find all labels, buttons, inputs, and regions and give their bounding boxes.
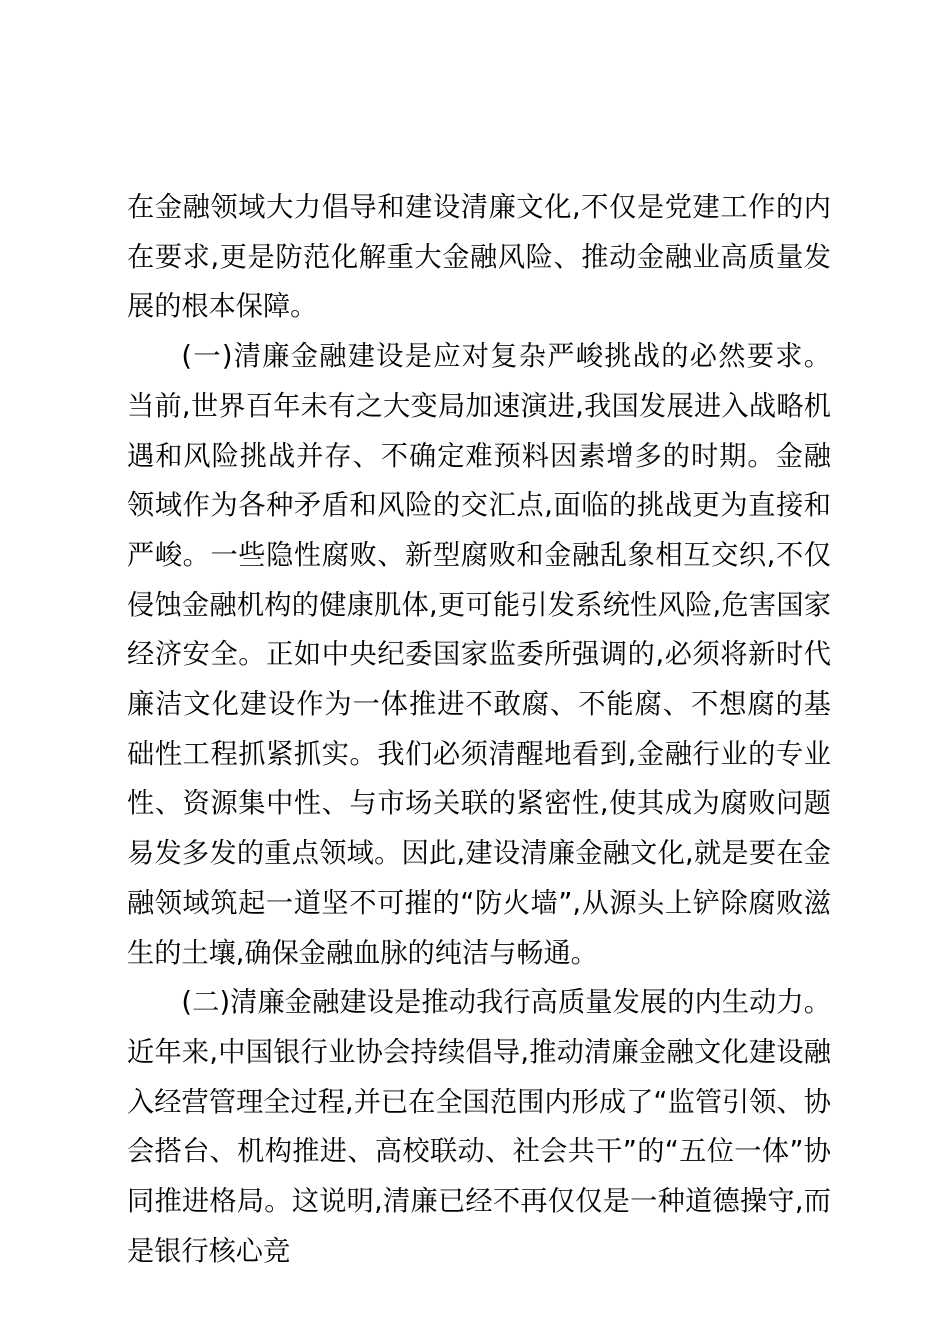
section-2-paragraph: (二)清廉金融建设是推动我行高质量发展的内生动力。 近年来,中国银行业协会持续倡导,推动清廉金融文化建设融入经营管理全过程,并已在全国范围内形成了“监管引领、协会搭台、机构推进、高校联动、社会共干”的“五位一体”协同推进格局。这说明,清廉已经不再仅仅是一种道德操守,而是银行核心竞 (127, 987, 831, 1267)
section-1-paragraph: (一)清廉金融建设是应对复杂严峻挑战的必然要求。 当前,世界百年未有之大变局加速演进,我国发展进入战略机遇和风险挑战并存、不确定难预料因素增多的时期。金融领域作为各种矛盾和风险的交汇点,面临的挑战更为直接和严峻。一些隐性腐败、新型腐败和金融乱象相互交织,不仅侵蚀金融机构的健康肌体,更可能引发系统性风险,危害国家经济安全。正如中央纪委国家监委所强调的,必须将新时代廉洁文化建设作为一体推进不敢腐、不能腐、不想腐的基础性工程抓紧抓实。我们必须清醒地看到,金融行业的专业性、资源集中性、与市场关联的紧密性,使其成为腐败问题易发多发的重点领域。因此,建设清廉金融文化,就是要在金融领域筑起一道坚不可摧的“防火墙”,从源头上铲除腐败滋生的土壤,确保金融血脉的纯洁与畅通。 (127, 341, 831, 969)
intro-paragraph: 在金融领域大力倡导和建设清廉文化,不仅是党建工作的内在要求,更是防范化解重大金融风险、推动金融业高质量发展的根本保障。 (127, 192, 831, 323)
document-body (127, 183, 831, 1276)
